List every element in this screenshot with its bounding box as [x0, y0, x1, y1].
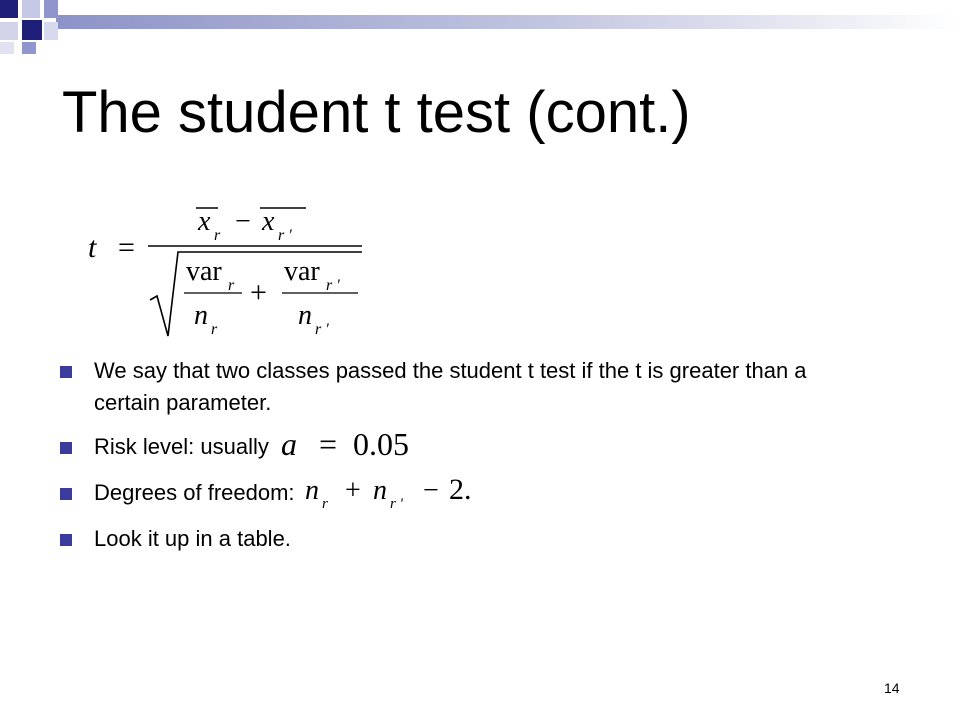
df-plus: +: [344, 475, 361, 507]
numerator-left-subscript: r: [214, 227, 221, 244]
numerator-minus: −: [235, 206, 251, 237]
df-minus: −: [422, 475, 439, 507]
var-left-label: var: [186, 256, 222, 287]
header-gradient-band: [56, 15, 960, 29]
var-right-subscript: r ': [326, 277, 340, 294]
t-statistic-formula: [80, 196, 380, 346]
var-left-subscript: r: [228, 277, 235, 294]
bullet-text: We say that two classes passed the student t test if the t is greater than a certain parameter.: [94, 358, 807, 415]
numerator-right-x: x: [262, 206, 275, 237]
formula-lhs-t: t: [88, 231, 97, 264]
header-square-light-4: [0, 42, 14, 54]
df-n2-subscript: r ': [389, 496, 403, 512]
slide-header-decoration: [0, 0, 960, 56]
header-square-light-3: [44, 22, 58, 40]
bullet-item-degrees-of-freedom: [60, 473, 820, 512]
numerator-left-x: x: [198, 206, 211, 237]
risk-equals: =: [318, 426, 338, 463]
header-square-navy: [0, 0, 18, 18]
bullet-item-risk-level: [60, 426, 820, 465]
bullet-item-table-lookup: [60, 523, 820, 555]
var-left-denominator-subscript: r: [211, 321, 218, 338]
degrees-of-freedom-formula: [303, 471, 503, 511]
square-bullet-icon: [60, 534, 72, 546]
df-n1-subscript: r: [321, 496, 328, 512]
header-square-light-2: [0, 22, 18, 40]
df-n2: n: [372, 475, 387, 507]
bullet-text: Degrees of freedom:: [94, 480, 295, 506]
risk-value: 0.05: [352, 426, 409, 463]
df-n1: n: [304, 475, 319, 507]
header-square-mid-1: [44, 0, 58, 18]
formula-equals: =: [118, 231, 135, 264]
square-bullet-icon: [60, 366, 72, 378]
slide-page-number: 14: [884, 680, 900, 696]
bullet-text: Look it up in a table.: [94, 526, 291, 552]
formula-plus: +: [250, 276, 267, 309]
header-square-light-1: [22, 0, 40, 18]
numerator-right-subscript: r ': [278, 227, 292, 244]
slide-title: The student t test (cont.): [62, 80, 691, 145]
risk-level-formula: [279, 425, 419, 465]
alpha-symbol: a: [280, 426, 297, 463]
var-right-denominator-subscript: r ': [315, 321, 329, 338]
var-left-denominator-n: n: [194, 300, 208, 331]
square-bullet-icon: [60, 442, 72, 454]
bullet-text: Risk level: usually: [94, 434, 269, 459]
square-bullet-icon: [60, 488, 72, 500]
df-value: 2.: [448, 473, 472, 507]
bullet-item-pass-criterion: [60, 355, 820, 419]
bullet-list: [60, 355, 820, 555]
header-square-navy-2: [22, 20, 42, 40]
var-right-denominator-n: n: [298, 300, 312, 331]
var-right-label: var: [284, 256, 320, 287]
header-square-mid-2: [22, 42, 36, 54]
